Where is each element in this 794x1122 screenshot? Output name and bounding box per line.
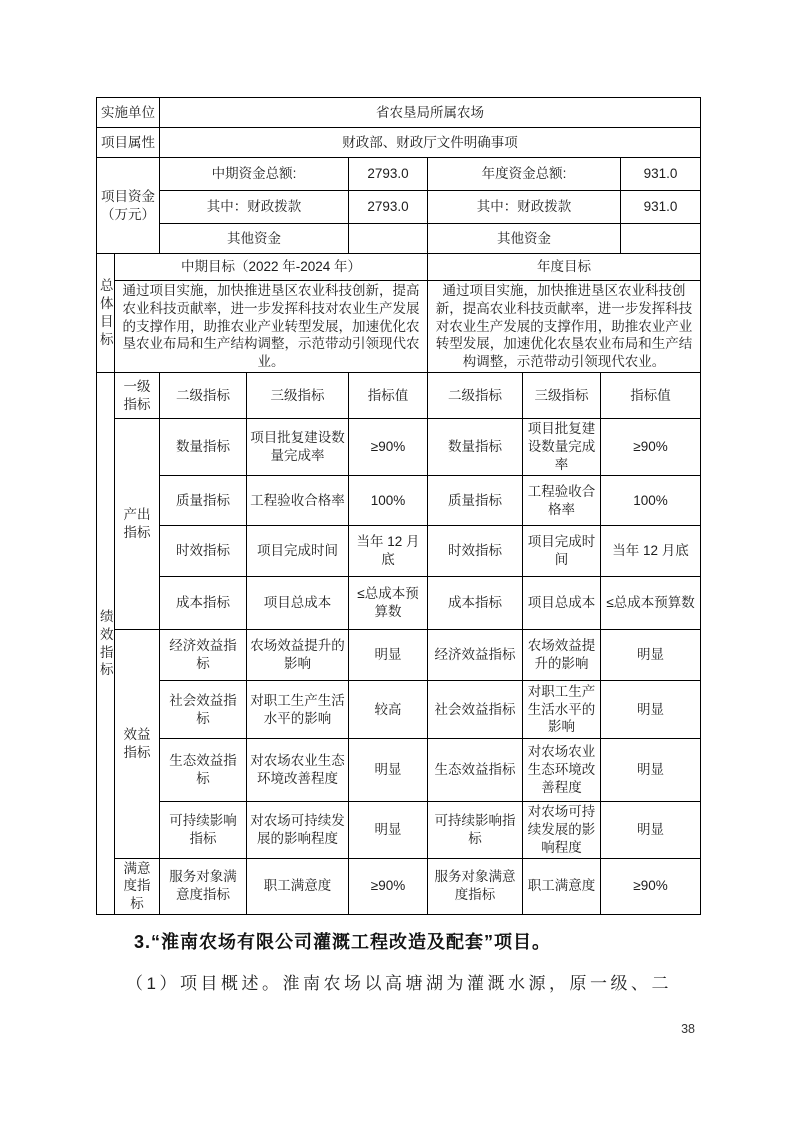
table-row	[97, 858, 701, 914]
group-output-label: 产出指标	[115, 419, 160, 630]
year-goal-header: 年度目标	[428, 254, 701, 281]
project-attribute-value: 财政部、财政厅文件明确事项	[160, 128, 701, 158]
cell-l3: 对农场可持续发展的影响程度	[247, 802, 349, 858]
header-value-right: 指标值	[601, 373, 701, 419]
performance-label: 绩效指标	[97, 373, 115, 915]
cell-l2: 服务对象满意度指标	[428, 858, 523, 914]
cell-l2: 时效指标	[160, 526, 247, 577]
cell-l2: 服务对象满意度指标	[160, 858, 247, 914]
group-benefit-label: 效益指标	[115, 630, 160, 858]
mid-goal-text: 通过项目实施，加快推进垦区农业科技创新，提高农业科技贡献率，进一步发挥科技对农业生产发展的支撑作用，助推农业产业转型发展，加速优化农垦农业布局和生产结构调整，示范带动引领现代农业。	[115, 281, 428, 373]
cell-value: ≥90%	[601, 858, 701, 914]
cell-l3: 工程验收合格率	[523, 476, 601, 526]
cell-l3: 项目批复建设数量完成率	[247, 419, 349, 476]
table-row	[97, 224, 701, 254]
table-row	[97, 373, 701, 419]
year-other-label: 其他资金	[428, 224, 621, 254]
section-heading: 3.“淮南农场有限公司灌溉工程改造及配套”项目。	[134, 932, 552, 952]
table-row	[97, 802, 701, 858]
cell-value: 明显	[601, 739, 701, 802]
cell-l3: 职工满意度	[247, 858, 349, 914]
table-row	[97, 419, 701, 476]
cell-value: ≥90%	[601, 419, 701, 476]
cell-l3: 项目批复建设数量完成率	[523, 419, 601, 476]
cell-l2: 数量指标	[160, 419, 247, 476]
header-level3-right: 三级指标	[523, 373, 601, 419]
project-performance-table	[96, 97, 701, 915]
cell-l2: 时效指标	[428, 526, 523, 577]
cell-l2: 可持续影响指标	[428, 802, 523, 858]
implement-unit-value: 省农垦局所属农场	[160, 98, 701, 128]
cell-l2: 经济效益指标	[160, 630, 247, 681]
cell-l3: 项目总成本	[523, 577, 601, 630]
cell-l2: 社会效益指标	[160, 681, 247, 739]
cell-l3: 项目完成时间	[247, 526, 349, 577]
cell-l2: 数量指标	[428, 419, 523, 476]
year-fiscal-label: 其中：财政拨款	[428, 191, 621, 224]
mid-fiscal-value: 2793.0	[349, 191, 428, 224]
funds-label: 项目资金（万元）	[97, 158, 160, 254]
cell-value: 明显	[601, 630, 701, 681]
table-row	[97, 681, 701, 739]
cell-value: 明显	[349, 802, 428, 858]
cell-l3: 对职工生产生活水平的影响	[247, 681, 349, 739]
cell-l3: 对农场农业生态环境改善程度	[523, 739, 601, 802]
body-paragraph: （1）项目概述。淮南农场以高塘湖为灌溉水源，原一级、二	[126, 974, 672, 993]
cell-l3: 农场效益提升的影响	[247, 630, 349, 681]
cell-value: 100%	[601, 476, 701, 526]
year-fiscal-value: 931.0	[621, 191, 701, 224]
cell-value: ≥90%	[349, 419, 428, 476]
group-satisfaction-label: 满意度指标	[115, 858, 160, 914]
cell-value: 当年 12 月底	[601, 526, 701, 577]
header-value-left: 指标值	[349, 373, 428, 419]
mid-goal-header: 中期目标（2022 年-2024 年）	[115, 254, 428, 281]
cell-l3: 项目总成本	[247, 577, 349, 630]
table-row	[97, 281, 701, 373]
page-number: 38	[681, 1022, 695, 1036]
overall-goal-label: 总体目标	[97, 254, 115, 373]
header-level3-left: 三级指标	[247, 373, 349, 419]
cell-l2: 可持续影响指标	[160, 802, 247, 858]
cell-value: 当年 12 月底	[349, 526, 428, 577]
cell-value: 明显	[349, 630, 428, 681]
table-row	[97, 158, 701, 191]
implement-unit-label: 实施单位	[97, 98, 160, 128]
cell-l3: 对农场农业生态环境改善程度	[247, 739, 349, 802]
cell-l2: 成本指标	[428, 577, 523, 630]
table-row	[97, 128, 701, 158]
cell-l3: 工程验收合格率	[247, 476, 349, 526]
year-goal-text: 通过项目实施，加快推进垦区农业科技创新，提高农业科技贡献率，进一步发挥科技对农业生产发展的支撑作用，助推农业产业转型发展，加速优化农垦农业布局和生产结构调整，示范带动引领现代农业。	[428, 281, 701, 373]
table-row	[97, 254, 701, 281]
cell-l3: 农场效益提升的影响	[523, 630, 601, 681]
mid-total-value: 2793.0	[349, 158, 428, 191]
mid-other-label: 其他资金	[160, 224, 349, 254]
cell-value: 较高	[349, 681, 428, 739]
mid-fiscal-label: 其中：财政拨款	[160, 191, 349, 224]
year-total-value: 931.0	[621, 158, 701, 191]
cell-l2: 社会效益指标	[428, 681, 523, 739]
cell-l2: 生态效益指标	[160, 739, 247, 802]
header-level2-right: 二级指标	[428, 373, 523, 419]
cell-value: ≤总成本预算数	[349, 577, 428, 630]
cell-value: ≥90%	[349, 858, 428, 914]
cell-value: ≤总成本预算数	[601, 577, 701, 630]
cell-value: 明显	[349, 739, 428, 802]
mid-other-value	[349, 224, 428, 254]
year-total-label: 年度资金总额:	[428, 158, 621, 191]
header-level1: 一级指标	[115, 373, 160, 419]
mid-total-label: 中期资金总额:	[160, 158, 349, 191]
year-other-value	[621, 224, 701, 254]
cell-l2: 成本指标	[160, 577, 247, 630]
project-attribute-label: 项目属性	[97, 128, 160, 158]
cell-l3: 职工满意度	[523, 858, 601, 914]
cell-l2: 质量指标	[160, 476, 247, 526]
table-row	[97, 191, 701, 224]
cell-value: 100%	[349, 476, 428, 526]
cell-l2: 质量指标	[428, 476, 523, 526]
table-row	[97, 630, 701, 681]
cell-l3: 项目完成时间	[523, 526, 601, 577]
table-row	[97, 526, 701, 577]
cell-value: 明显	[601, 681, 701, 739]
cell-l3: 对农场可持续发展的影响程度	[523, 802, 601, 858]
cell-l2: 经济效益指标	[428, 630, 523, 681]
table-row	[97, 476, 701, 526]
cell-l3: 对职工生产生活水平的影响	[523, 681, 601, 739]
cell-value: 明显	[601, 802, 701, 858]
table-row	[97, 739, 701, 802]
table-row	[97, 577, 701, 630]
cell-l2: 生态效益指标	[428, 739, 523, 802]
table-row	[97, 98, 701, 128]
header-level2-left: 二级指标	[160, 373, 247, 419]
